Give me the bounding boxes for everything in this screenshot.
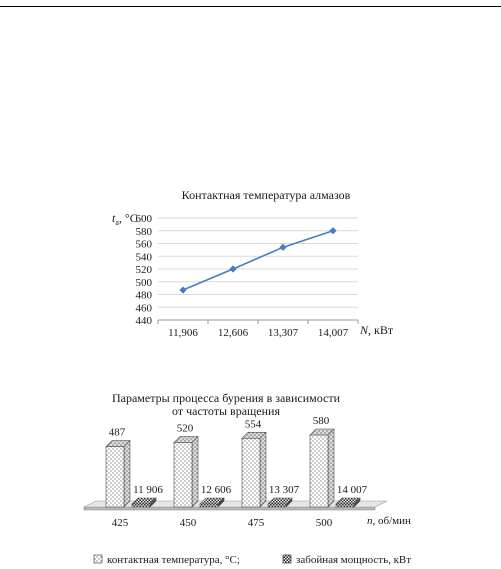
line-y-tick-label: 440 bbox=[135, 315, 152, 327]
bar-xlabel-unit: , об/мин bbox=[372, 515, 411, 527]
bar-temperature-front bbox=[310, 435, 328, 507]
bar-temperature-label: 554 bbox=[244, 418, 262, 431]
bar-temperature bbox=[310, 429, 334, 507]
line-chart-ylabel bbox=[112, 211, 138, 227]
line-marker bbox=[229, 265, 236, 272]
line-marker bbox=[279, 244, 286, 251]
bar-x-tick-label: 500 bbox=[315, 517, 333, 529]
legend-swatch-power bbox=[283, 555, 291, 563]
legend-label-power: забойная мощность, кВт bbox=[296, 554, 412, 566]
line-y-tick-label: 520 bbox=[135, 264, 152, 276]
bar-floor-front bbox=[84, 507, 375, 510]
bar-x-tick-label: 475 bbox=[247, 517, 265, 529]
line-y-tick-label: 480 bbox=[135, 289, 152, 302]
line-y-tick-labels bbox=[136, 213, 153, 327]
line-y-tick-label: 500 bbox=[135, 276, 152, 289]
bar-power-front bbox=[132, 504, 150, 507]
bar-chart-xlabel bbox=[367, 515, 411, 527]
bar-power-label: 12 606 bbox=[200, 484, 232, 496]
bar-power-label: 14 007 bbox=[336, 484, 368, 496]
bar-temperature-label: 487 bbox=[108, 426, 126, 439]
bar-power-label: 13 307 bbox=[268, 484, 300, 496]
bar-power-label: 11 906 bbox=[133, 484, 163, 496]
bar-power-front bbox=[200, 504, 218, 507]
line-y-tick-label: 600 bbox=[135, 213, 152, 225]
bar-chart-x-tick-labels bbox=[112, 517, 333, 529]
line-y-tick-label: 540 bbox=[135, 251, 152, 264]
legend-swatch-temperature bbox=[94, 555, 102, 563]
line-xlabel-symbol: N bbox=[360, 323, 369, 337]
bar-xlabel-symbol: n bbox=[367, 515, 373, 527]
bar-chart-title-line2: от частоты вращения bbox=[172, 404, 280, 418]
bar-temperature bbox=[106, 441, 130, 507]
line-y-tick-label: 460 bbox=[135, 302, 152, 315]
line-x-tick-label: 13,307 bbox=[267, 327, 299, 339]
line-gridlines bbox=[158, 218, 358, 307]
bar-power-front bbox=[268, 504, 286, 507]
bar-temperature-side bbox=[124, 441, 130, 507]
line-x-tick-label: 11,906 bbox=[168, 327, 198, 339]
bar-temperature-label: 520 bbox=[176, 422, 194, 435]
bar-temperature bbox=[242, 432, 266, 507]
bar-temperature bbox=[174, 437, 198, 507]
line-chart-title: Контактная температура алмазов bbox=[181, 188, 351, 202]
line-x-tick-labels bbox=[168, 327, 349, 339]
bar-temperature-side bbox=[260, 432, 266, 507]
line-marker bbox=[329, 227, 336, 234]
line-ylabel-unit: , °C bbox=[118, 211, 138, 225]
line-series-path bbox=[183, 231, 333, 290]
legend-label-temperature: контактная температура, °C; bbox=[107, 554, 240, 566]
line-chart-xlabel bbox=[359, 323, 394, 337]
bar-power-front bbox=[336, 504, 354, 507]
line-ylabel-sub: а bbox=[115, 218, 119, 227]
line-chart bbox=[112, 188, 394, 339]
bar-x-tick-label: 425 bbox=[111, 517, 129, 529]
line-x-tick-label: 14,007 bbox=[317, 327, 349, 339]
bar-chart-title-line1: Параметры процесса бурения в зависимости bbox=[111, 391, 341, 405]
bar-chart-legend bbox=[94, 554, 411, 566]
line-y-tick-label: 560 bbox=[135, 238, 152, 251]
line-x-tick-label: 12,606 bbox=[217, 327, 249, 339]
bar-x-tick-label: 450 bbox=[179, 517, 197, 529]
line-xlabel-unit: , кВт bbox=[368, 323, 394, 337]
line-y-tick-label: 580 bbox=[135, 225, 152, 238]
bar-chart bbox=[84, 391, 411, 566]
line-x-tick-marks bbox=[158, 320, 358, 324]
line-ylabel-symbol: t bbox=[112, 211, 116, 225]
line-marker bbox=[179, 286, 186, 293]
bar-temperature-front bbox=[174, 443, 192, 507]
bar-temperature-front bbox=[106, 447, 124, 507]
bar-temperature-label: 580 bbox=[312, 415, 330, 428]
bar-temperature-side bbox=[328, 429, 334, 507]
bar-temperature-front bbox=[242, 438, 260, 507]
bar-temperature-side bbox=[192, 437, 198, 507]
